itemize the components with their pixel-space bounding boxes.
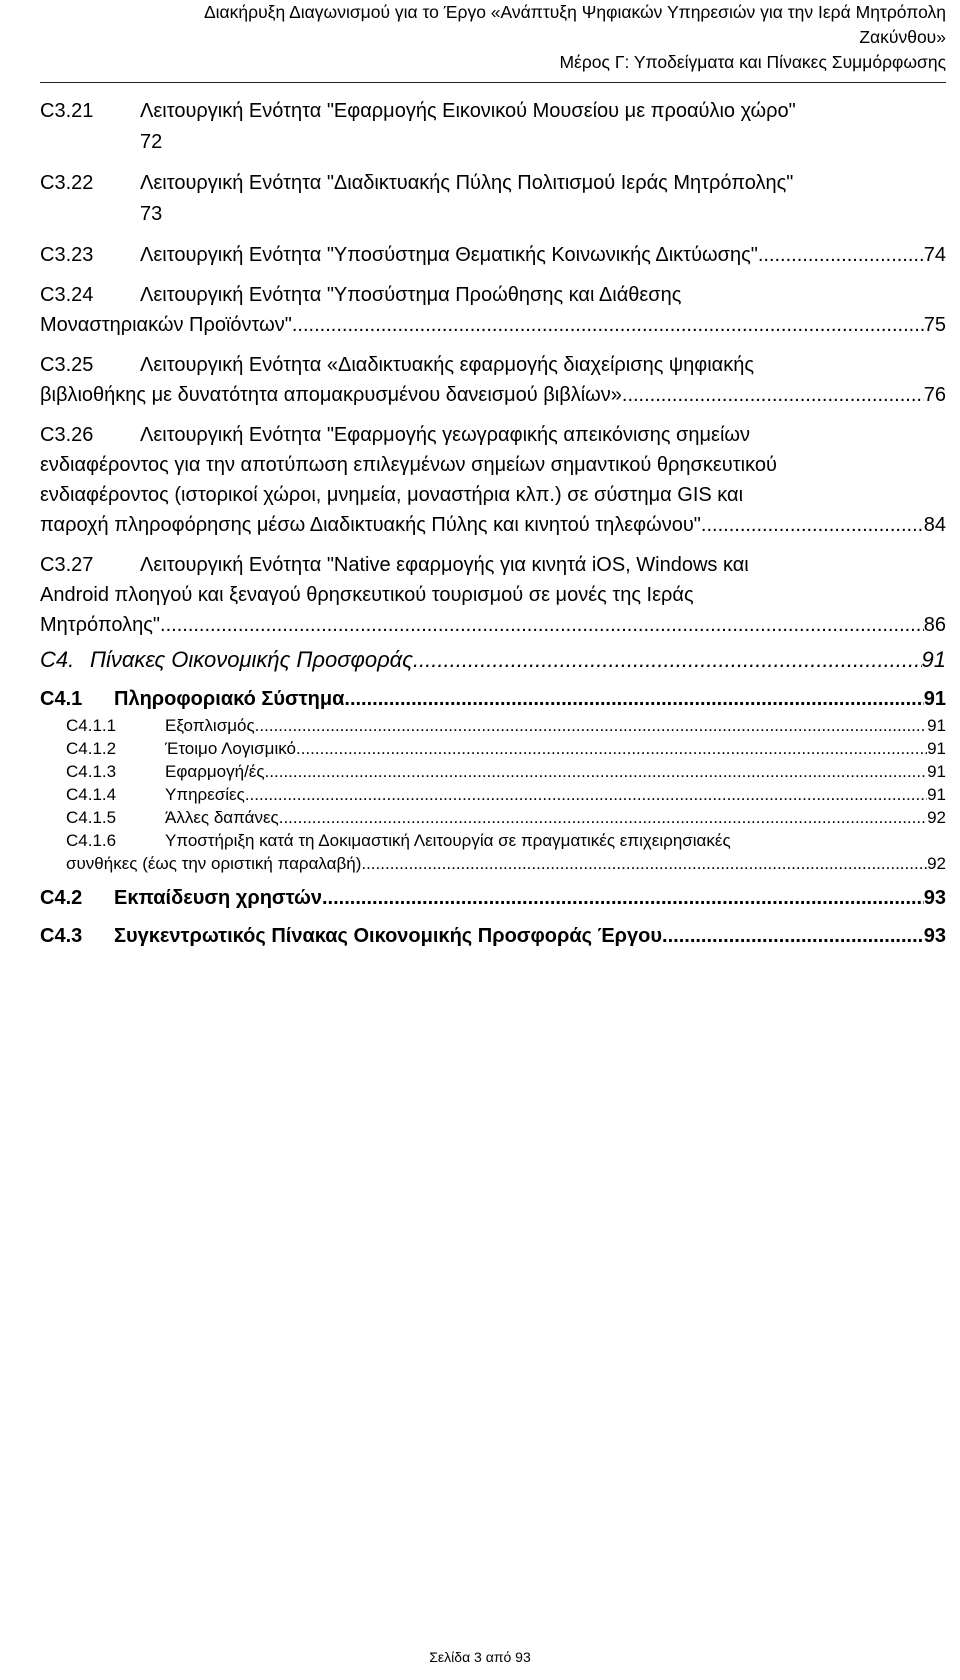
- toc-code: C3.24: [40, 284, 94, 306]
- toc-code: C4.3: [40, 925, 83, 947]
- toc-leader: [758, 240, 924, 270]
- toc-title: Άλλες δαπάνες: [165, 808, 279, 827]
- toc-entry-c4-3[interactable]: [40, 921, 946, 951]
- toc-page: 74: [923, 244, 946, 266]
- page-footer: [0, 1648, 960, 1666]
- toc-title-line-1: Λειτουργική Ενότητα "Εφαρμογής γεωγραφικής απεικόνισης σημείων: [140, 424, 751, 446]
- toc-entry-c4-2[interactable]: [40, 883, 946, 913]
- toc-page: 91: [927, 739, 946, 758]
- toc-page: 76: [923, 384, 946, 406]
- toc-leader: [255, 714, 927, 737]
- toc-leader: [344, 684, 923, 714]
- toc-code: C4.1.1: [66, 716, 117, 735]
- toc-leader: [296, 737, 927, 760]
- toc-page: 75: [923, 314, 946, 336]
- toc-leader: [701, 510, 924, 540]
- toc-code: C4.1.2: [66, 739, 117, 758]
- toc-page: 73: [140, 203, 163, 225]
- page-header: [40, 0, 946, 83]
- toc-code: C4.1.5: [66, 808, 117, 827]
- toc-page: 72: [140, 131, 163, 153]
- toc-page: 92: [927, 854, 946, 873]
- toc-leader: [160, 610, 924, 640]
- toc-code: C4.1.3: [66, 762, 117, 781]
- toc-title: Εκπαίδευση χρηστών: [114, 887, 322, 909]
- toc-entry-c3-23[interactable]: [40, 240, 946, 270]
- toc-title: Λειτουργική Ενότητα "Διαδικτυακής Πύλης Πολιτισμού Ιεράς Μητρόπολης": [140, 172, 794, 194]
- toc-entry-c3-26[interactable]: [40, 420, 946, 540]
- toc-page: 91: [927, 716, 946, 735]
- toc-title: Έτοιμο Λογισμικό: [165, 739, 296, 758]
- header-line-2: Ζακύνθου»: [859, 27, 946, 47]
- toc-title-line-1: Λειτουργική Ενότητα "Native εφαρμογής για κινητά iOS, Windows και: [140, 554, 749, 576]
- toc-entry-c4[interactable]: [40, 644, 946, 676]
- toc-page: 93: [923, 925, 946, 947]
- toc-page: 91: [921, 647, 946, 672]
- toc-code: C3.26: [40, 424, 94, 446]
- toc-code: C4.1.6: [66, 831, 117, 850]
- toc-code: C4.1: [40, 688, 83, 710]
- toc-leader: [622, 380, 924, 410]
- toc-leader: [292, 310, 924, 340]
- toc-leader: [662, 921, 924, 951]
- toc-title: Εξοπλισμός: [165, 716, 255, 735]
- toc-code: C3.22: [40, 172, 94, 194]
- toc-title-line-2: ενδιαφέροντος για την αποτύπωση επιλεγμένων σημείων σημαντικού θρησκευτικού: [40, 454, 777, 476]
- toc-leader: [245, 783, 927, 806]
- toc-code: C3.23: [40, 244, 94, 266]
- toc-entry-c3-24[interactable]: [40, 280, 946, 340]
- toc-entry-c3-22[interactable]: [40, 168, 946, 230]
- toc-title: Εφαρμογή/ές: [165, 762, 265, 781]
- toc-leader: [361, 852, 927, 875]
- toc-title-line-3: ενδιαφέροντος (ιστορικοί χώροι, μνημεία, μοναστήρια κλπ.) σε σύστημα GIS και: [40, 484, 744, 506]
- toc-entry-c4-1-4[interactable]: [40, 783, 946, 806]
- toc-title-line-2: Μοναστηριακών Προϊόντων": [40, 314, 292, 336]
- toc-title: Υπηρεσίες: [165, 785, 245, 804]
- table-of-contents: [40, 96, 946, 951]
- toc-page: 92: [927, 808, 946, 827]
- toc-title-line-2: συνθήκες (έως την οριστική παραλαβή): [66, 854, 362, 873]
- toc-code: C3.27: [40, 554, 94, 576]
- toc-leader: [322, 883, 924, 913]
- toc-entry-c4-1-6[interactable]: [40, 829, 946, 875]
- toc-entry-c3-25[interactable]: [40, 350, 946, 410]
- page-number-label: Σελίδα 3 από 93: [429, 1649, 531, 1665]
- toc-code: C3.25: [40, 354, 94, 376]
- toc-title: Λειτουργική Ενότητα "Υποσύστημα Θεματικής Κοινωνικής Δικτύωσης": [140, 244, 758, 266]
- toc-leader: [413, 644, 922, 676]
- toc-title: Συγκεντρωτικός Πίνακας Οικονομικής Προσφοράς Έργου: [114, 925, 663, 947]
- toc-code: C4.2: [40, 887, 83, 909]
- toc-title: Πίνακες Οικονομικής Προσφοράς: [90, 647, 413, 672]
- toc-title: Λειτουργική Ενότητα "Εφαρμογής Εικονικού Μουσείου με προαύλιο χώρο": [140, 100, 796, 122]
- toc-title-line-1: Λειτουργική Ενότητα "Υποσύστημα Προώθησης και Διάθεσης: [140, 284, 682, 306]
- toc-code: C4.: [40, 647, 75, 672]
- toc-entry-c4-1-2[interactable]: [40, 737, 946, 760]
- toc-page: 86: [923, 614, 946, 636]
- toc-page: 91: [927, 785, 946, 804]
- toc-entry-c3-21[interactable]: [40, 96, 946, 158]
- toc-code: C3.21: [40, 100, 94, 122]
- toc-title-line-1: Λειτουργική Ενότητα «Διαδικτυακής εφαρμογής διαχείρισης ψηφιακής: [140, 354, 755, 376]
- toc-page: 91: [923, 688, 946, 710]
- header-line-1: Διακήρυξη Διαγωνισμού για το Έργο «Ανάπτυξη Ψηφιακών Υπηρεσιών για την Ιερά Μητρόπολη: [203, 2, 946, 22]
- toc-title-line-2: βιβλιοθήκης με δυνατότητα απομακρυσμένου δανεισμού βιβλίων»: [40, 384, 622, 406]
- toc-title: Πληροφοριακό Σύστημα: [114, 688, 345, 710]
- toc-entry-c4-1[interactable]: [40, 684, 946, 714]
- toc-entry-c4-1-5[interactable]: [40, 806, 946, 829]
- toc-entry-c4-1-1[interactable]: [40, 714, 946, 737]
- toc-leader: [265, 760, 928, 783]
- toc-entry-c4-1-3[interactable]: [40, 760, 946, 783]
- toc-title-line-2: Android πλοηγού και ξεναγού θρησκευτικού τουρισμού σε μονές της Ιεράς: [40, 584, 694, 606]
- header-line-3: Μέρος Γ: Υποδείγματα και Πίνακες Συμμόρφωσης: [559, 52, 946, 72]
- toc-page: 84: [923, 514, 946, 536]
- toc-leader: [279, 806, 927, 829]
- toc-entry-c3-27[interactable]: [40, 550, 946, 640]
- toc-page: 91: [927, 762, 946, 781]
- toc-title-line-4: παροχή πληροφόρησης μέσω Διαδικτυακής Πύλης και κινητού τηλεφώνου": [40, 514, 701, 536]
- toc-title-line-1: Υποστήριξη κατά τη Δοκιμαστική Λειτουργία σε πραγματικές επιχειρησιακές: [165, 831, 731, 850]
- toc-code: C4.1.4: [66, 785, 117, 804]
- toc-title-line-3: Μητρόπολης": [40, 614, 161, 636]
- toc-page: 93: [923, 887, 946, 909]
